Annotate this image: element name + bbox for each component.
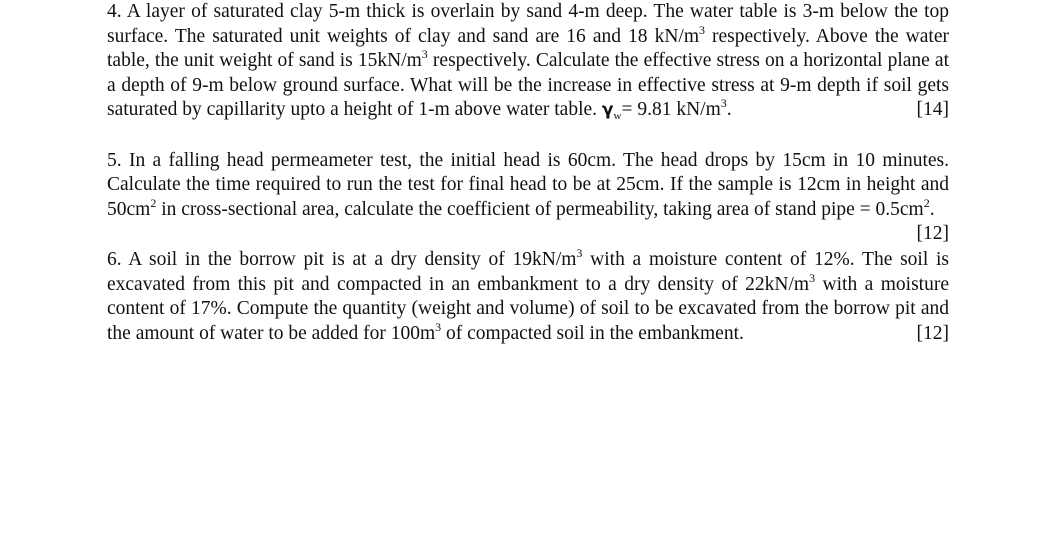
superscript: 3 xyxy=(435,319,442,334)
question-4-marks: [14] xyxy=(916,99,949,120)
question-5-text: . xyxy=(929,198,935,220)
question-sheet xyxy=(107,0,949,346)
question-6-text: with a moisture content of 17%. Compute the quantity (weight and volume) of soil to be excavated from the borrow pit and the amount of water to be added for 100m xyxy=(107,273,949,344)
superscript: 2 xyxy=(923,195,930,210)
question-6-text: with a moisture content of 12%. The soil is excavated from this pit and compacted in an embankment to a dry density of 22kN/m xyxy=(107,249,950,295)
superscript: 3 xyxy=(421,47,428,61)
question-6-text: A soil in the borrow pit is at a dry density of 19kN/m xyxy=(128,249,577,270)
subscript: w xyxy=(613,110,622,122)
superscript: 3 xyxy=(576,246,583,260)
question-4-text: respectively. Above the water table, the unit weight of sand is 15kN/m xyxy=(107,25,949,71)
question-4-text: . xyxy=(726,99,732,120)
question-4-text: respectively. Calculate the effective stress on a horizontal plane at a depth of 9-m below ground surface. What will be the increase in effective stress at 9-m depth if soil gets saturated by capillarity upto a height of 1-m above water table. xyxy=(107,50,949,120)
superscript: 3 xyxy=(809,270,816,285)
question-4-text: = 9.81 kN/m xyxy=(621,99,721,120)
superscript: 3 xyxy=(698,22,705,37)
question-5 xyxy=(107,149,949,244)
question-4 xyxy=(107,0,949,123)
superscript: 2 xyxy=(150,195,157,210)
question-5-text: In a falling head permeameter test, the initial head is 60cm. The head drops by 15cm in 10 minutes. Calculate the time required to run the test for final head to be at 25cm. If the sample is 12cm in height and 50cm xyxy=(107,149,949,220)
question-6-number: 6. xyxy=(107,249,122,270)
question-6-marks: [12] xyxy=(916,322,949,344)
question-6 xyxy=(107,248,949,346)
superscript: 3 xyxy=(720,96,727,110)
question-5-text: in cross-sectional area, calculate the coefficient of permeability, taking area of stand pipe = 0.5cm xyxy=(156,198,924,220)
gamma-symbol: γ xyxy=(601,100,614,120)
question-6-text: of compacted soil in the embankment. xyxy=(441,322,744,344)
question-5-marks: [12] xyxy=(916,223,949,244)
question-4-text: A layer of saturated clay 5-m thick is overlain by sand 4-m deep. The water table is 3-m below the top surface. The saturated unit weights of clay and sand are 16 and 18 kN/m xyxy=(107,1,949,47)
question-5-number: 5. xyxy=(107,149,122,171)
question-4-number: 4. xyxy=(107,1,122,22)
